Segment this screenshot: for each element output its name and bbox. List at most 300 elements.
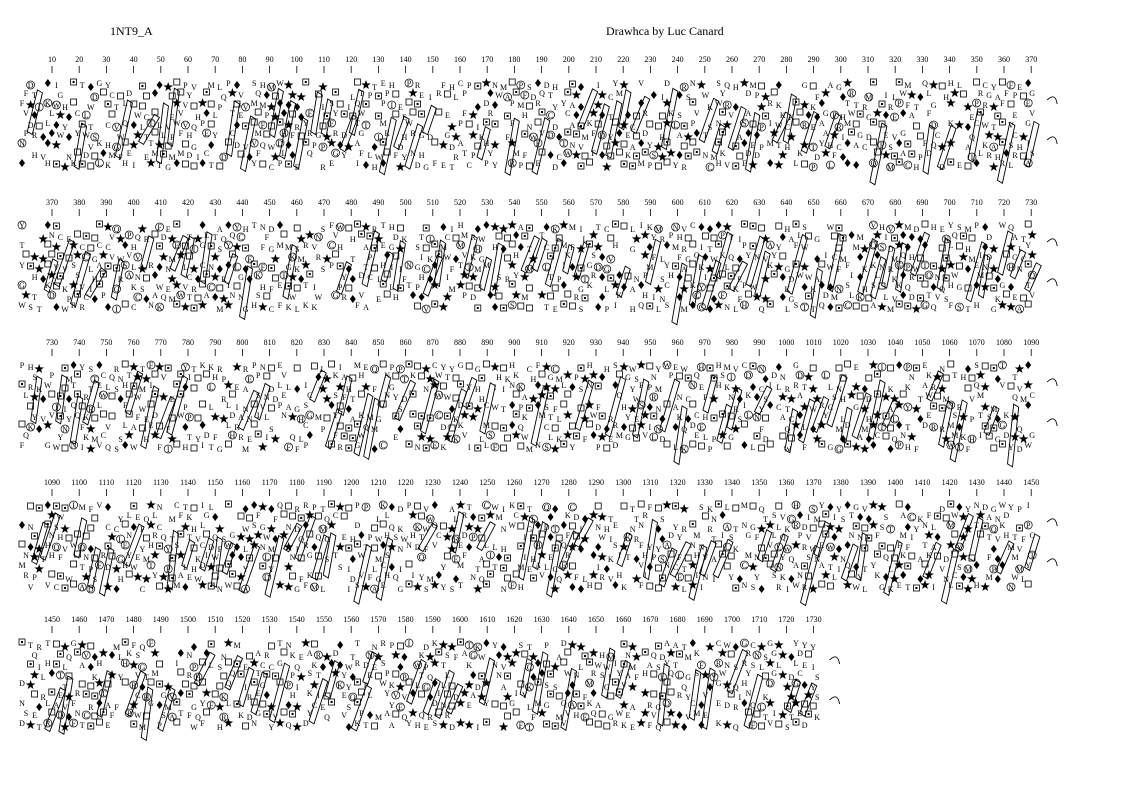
residue-letter: D: [268, 385, 275, 394]
residue-letter: G: [306, 551, 313, 560]
tick-label: 1320: [669, 478, 686, 487]
residue-letter: I: [256, 411, 260, 420]
residue-letter: T: [358, 89, 364, 98]
residue-letter: H: [492, 243, 498, 252]
residue-letter: Y: [62, 123, 68, 132]
tick-label: 540: [508, 198, 521, 207]
residue-letter: K: [96, 139, 103, 148]
residue-letter: N: [758, 365, 765, 374]
residue-letter: V: [762, 255, 769, 264]
residue-letter: T: [406, 281, 412, 290]
square-symbol: [191, 385, 197, 391]
residue-letter: D: [220, 153, 227, 162]
residue-letter: C: [100, 431, 107, 440]
residue-letter: D: [234, 141, 240, 150]
star-symbol: [60, 642, 70, 651]
dotted-square-dot: [77, 651, 79, 653]
residue-letter: W: [435, 371, 443, 380]
residue-letter: N: [650, 373, 657, 382]
residue-letter: A: [449, 505, 455, 514]
residue-letter: P: [518, 403, 524, 412]
residue-letter: H: [143, 693, 150, 702]
residue-letter: N: [943, 575, 950, 584]
residue-letter: Q: [891, 435, 898, 444]
residue-letter: P: [595, 443, 601, 452]
residue-letter: E: [810, 123, 816, 132]
square-symbol: [819, 581, 825, 587]
residue-letter: C: [100, 371, 107, 380]
residue-letter: F: [71, 719, 76, 728]
residue-letter: T: [974, 521, 980, 530]
diamond-symbol: [900, 231, 906, 239]
tick-label: 830: [318, 338, 330, 347]
residue-letter: R: [599, 573, 605, 582]
residue-letter: C: [758, 385, 765, 394]
residue-letter: H: [1008, 263, 1014, 272]
residue-letter: Y: [745, 669, 752, 678]
residue-letter: M: [65, 375, 73, 384]
residue-letter: C: [844, 301, 851, 310]
residue-letter: G: [444, 131, 451, 140]
residue-letter: I: [833, 513, 836, 522]
diamond-symbol: [286, 101, 292, 109]
residue-letter: I: [201, 441, 204, 450]
residue-letter: K: [414, 523, 421, 532]
dotted-square-dot: [821, 443, 823, 445]
tick-label: 690: [916, 198, 929, 207]
residue-letter: L: [157, 121, 163, 130]
star-symbol: [593, 242, 603, 251]
residue-letter: F: [638, 541, 644, 550]
residue-letter: L: [892, 415, 898, 424]
residue-letter: I: [476, 723, 480, 732]
diamond-symbol: [157, 263, 163, 271]
residue-letter: P: [969, 415, 975, 424]
residue-letter: H: [31, 151, 38, 160]
diamond-symbol: [974, 561, 980, 569]
residue-letter: F: [574, 573, 579, 582]
diamond-symbol: [857, 253, 863, 261]
residue-letter: T: [28, 641, 34, 650]
dotted-square-dot: [709, 367, 711, 369]
residue-letter: F: [355, 301, 360, 310]
dotted-square-dot: [270, 267, 272, 269]
residue-letter: D: [363, 661, 369, 670]
tick-label: 490: [372, 198, 385, 207]
residue-letter: Y: [625, 413, 631, 422]
star-symbol: [26, 720, 36, 729]
residue-letter: Y: [612, 79, 619, 88]
residue-letter: G: [990, 505, 997, 514]
residue-letter: F: [634, 673, 639, 682]
dotted-square-dot: [21, 641, 23, 643]
residue-letter: G: [543, 701, 550, 710]
residue-letter: S: [488, 431, 493, 440]
residue-letter: T: [419, 233, 425, 242]
residue-letter: L: [797, 231, 803, 240]
residue-letter: K: [126, 649, 133, 658]
residue-letter: G: [216, 445, 223, 454]
residue-letter: N: [315, 233, 322, 242]
residue-letter: G: [625, 433, 631, 442]
star-symbol: [439, 720, 449, 729]
residue-letter: N: [573, 671, 580, 680]
residue-letter: P: [183, 403, 188, 412]
residue-letter: P: [187, 413, 192, 422]
diamond-symbol: [750, 383, 756, 391]
residue-letter: V: [83, 651, 90, 660]
residue-letter: P: [165, 565, 171, 574]
residue-letter: T: [444, 373, 450, 382]
residue-letter: A: [242, 585, 249, 594]
diamond-symbol: [105, 503, 111, 511]
square-symbol: [281, 709, 287, 715]
star-symbol: [877, 502, 887, 511]
residue-letter: A: [664, 541, 670, 550]
residue-letter: S: [423, 585, 429, 594]
residue-letter: E: [243, 663, 249, 672]
residue-letter: V: [109, 253, 115, 262]
residue-letter: Y: [607, 133, 614, 142]
residue-letter: P: [169, 133, 175, 142]
dotted-square-dot: [571, 83, 573, 85]
residue-letter: Q: [758, 505, 765, 514]
residue-letter: P: [264, 111, 270, 120]
star-symbol: [628, 682, 638, 691]
tick-label: 1070: [968, 338, 985, 347]
square-symbol: [655, 585, 661, 591]
square-symbol: [965, 163, 971, 169]
residue-letter: Q: [371, 365, 378, 374]
dotted-square-dot: [266, 713, 268, 715]
tick-label: 1480: [125, 615, 142, 624]
square-symbol: [685, 235, 691, 241]
residue-letter: L: [453, 93, 459, 102]
tick-label: 340: [943, 55, 956, 64]
residue-letter: C: [367, 273, 373, 282]
tick-label: 1000: [778, 338, 795, 347]
diamond-symbol: [200, 159, 206, 167]
residue-letter: K: [926, 371, 932, 380]
dotted-square-dot: [520, 545, 522, 547]
tick-label: 80: [238, 55, 247, 64]
residue-letter: C: [788, 415, 795, 424]
residue-letter: S: [140, 285, 145, 294]
residue-letter: F: [699, 661, 704, 670]
residue-letter: N: [900, 431, 907, 440]
star-symbol: [439, 640, 449, 649]
residue-letter: K: [380, 501, 387, 510]
square-symbol: [217, 163, 223, 169]
residue-letter: K: [466, 661, 473, 670]
square-symbol: [49, 571, 55, 577]
star-symbol: [1006, 302, 1016, 311]
dotted-square-dot: [489, 573, 491, 575]
residue-letter: R: [590, 669, 597, 678]
residue-letter: M: [534, 699, 542, 708]
diamond-symbol: [599, 373, 605, 381]
residue-letter: S: [737, 415, 743, 424]
residue-letter: C: [831, 253, 838, 262]
residue-letter: T: [354, 119, 360, 128]
residue-letter: I: [227, 281, 230, 290]
residue-letter: L: [677, 671, 683, 680]
residue-letter: Y: [440, 363, 447, 372]
residue-letter: W: [852, 583, 860, 592]
residue-letter: T: [608, 515, 614, 524]
residue-letter: F: [832, 111, 837, 120]
star-symbol: [619, 80, 629, 89]
residue-letter: R: [453, 535, 459, 544]
residue-letter: Y: [225, 241, 232, 250]
residue-letter: K: [354, 719, 361, 728]
cluster-contour: [574, 518, 593, 547]
residue-letter: S: [656, 663, 661, 672]
residue-letter: I: [356, 159, 359, 168]
dotted-square-dot: [718, 503, 720, 505]
residue-letter: N: [285, 523, 292, 532]
residue-letter: R: [909, 273, 915, 282]
residue-letter: L: [776, 543, 782, 552]
star-symbol: [550, 384, 560, 393]
diamond-symbol: [105, 303, 111, 311]
residue-letter: G: [956, 283, 963, 292]
residue-letter: L: [733, 305, 739, 314]
star-symbol: [232, 242, 242, 251]
residue-letter: S: [634, 375, 639, 384]
tick-label: 140: [399, 55, 412, 64]
residue-letter: I: [244, 683, 247, 692]
residue-letter: W: [809, 405, 817, 414]
residue-letter: H: [96, 659, 103, 668]
residue-letter: D: [83, 151, 90, 160]
residue-letter: H: [191, 565, 197, 574]
residue-letter: E: [277, 361, 283, 370]
residue-letter: M: [314, 413, 322, 422]
residue-letter: G: [578, 285, 584, 294]
residue-letter: T: [539, 231, 545, 240]
residue-letter: E: [634, 415, 640, 424]
residue-letter: P: [320, 425, 326, 434]
residue-letter: E: [896, 581, 902, 590]
residue-letter: H: [702, 413, 709, 422]
residue-letter: E: [66, 235, 72, 244]
residue-letter: D: [797, 649, 803, 658]
residue-letter: E: [397, 103, 403, 112]
diamond-symbol: [1025, 361, 1031, 369]
residue-letter: E: [432, 441, 438, 450]
residue-letter: Q: [922, 79, 928, 88]
dotted-square-dot: [511, 283, 513, 285]
square-symbol: [406, 561, 412, 567]
residue-letter: I: [188, 373, 191, 382]
star-symbol: [563, 370, 573, 379]
residue-letter: M: [242, 445, 250, 454]
residue-letter: K: [105, 161, 111, 170]
residue-letter: V: [732, 365, 739, 374]
residue-letter: P: [879, 141, 885, 150]
residue-letter: F: [638, 581, 644, 590]
diamond-symbol: [857, 513, 863, 521]
residue-letter: F: [1008, 81, 1014, 90]
diamond-symbol: [698, 223, 704, 231]
residue-letter: V: [259, 403, 266, 412]
residue-letter: Y: [655, 545, 662, 554]
residue-letter: G: [741, 639, 748, 648]
residue-letter: K: [457, 421, 464, 430]
diamond-symbol: [397, 663, 403, 671]
square-symbol: [685, 555, 691, 561]
star-symbol: [163, 682, 173, 691]
dotted-square-dot: [481, 377, 483, 379]
residue-letter: C: [380, 561, 386, 570]
star-symbol: [21, 290, 31, 299]
tick-label: 410: [154, 198, 167, 207]
tick-label: 880: [454, 338, 466, 347]
square-symbol: [888, 545, 894, 551]
residue-letter: A: [822, 129, 829, 138]
star-symbol: [245, 534, 255, 543]
residue-letter: G: [930, 101, 937, 110]
tick-label: 1600: [452, 615, 468, 624]
residue-letter: N: [62, 425, 68, 434]
dotted-square-dot: [352, 437, 354, 439]
square-symbol: [595, 503, 601, 509]
diamond-symbol: [677, 151, 683, 159]
dotted-square-dot: [752, 225, 754, 227]
residue-letter: K: [474, 643, 481, 652]
square-symbol: [647, 121, 653, 127]
diamond-symbol: [647, 403, 653, 411]
residue-letter: K: [724, 383, 731, 392]
residue-letter: K: [220, 693, 227, 702]
star-symbol: [181, 302, 191, 311]
residue-letter: R: [294, 123, 300, 132]
residue-letter: I: [390, 263, 394, 272]
square-symbol: [19, 541, 25, 547]
residue-letter: N: [19, 699, 25, 708]
tick-label: 1420: [941, 478, 958, 487]
residue-letter: I: [614, 301, 617, 310]
residue-letter: T: [475, 565, 481, 574]
star-symbol: [869, 500, 879, 509]
tick-label: 900: [508, 338, 521, 347]
residue-letter: C: [332, 511, 339, 520]
residue-letter: G: [19, 281, 25, 290]
residue-letter: F: [793, 241, 799, 250]
residue-letter: Q: [951, 231, 958, 240]
residue-letter: S: [393, 533, 399, 542]
residue-letter: H: [380, 261, 387, 270]
diamond-symbol: [561, 281, 567, 289]
tick-label: 70: [211, 55, 220, 64]
residue-letter: Q: [53, 543, 60, 552]
residue-letter: T: [827, 563, 833, 572]
diamond-symbol: [569, 383, 575, 391]
residue-letter: V: [182, 121, 189, 130]
residue-letter: F: [754, 533, 760, 542]
residue-letter: N: [754, 253, 760, 262]
residue-letter: S: [92, 575, 98, 584]
residue-letter: Q: [70, 401, 77, 410]
residue-letter: S: [294, 245, 300, 254]
residue-letter: M: [861, 425, 869, 434]
residue-letter: F: [329, 221, 334, 230]
residue-letter: L: [840, 415, 846, 424]
residue-letter: S: [217, 663, 223, 672]
residue-letter: V: [779, 513, 786, 522]
star-symbol: [232, 362, 242, 371]
tick-label: 760: [127, 338, 140, 347]
residue-letter: V: [431, 541, 438, 550]
tick-label: 820: [290, 338, 303, 347]
residue-letter: H: [586, 581, 593, 590]
residue-letter: C: [229, 129, 236, 138]
residue-letter: M: [947, 421, 955, 430]
square-symbol: [217, 565, 223, 571]
tick-label: 510: [426, 198, 439, 207]
residue-letter: L: [724, 503, 730, 512]
dotted-square-dot: [171, 557, 173, 559]
diamond-symbol: [49, 669, 55, 677]
residue-letter: Q: [681, 683, 688, 692]
tick-label: 580: [617, 198, 630, 207]
residue-letter: R: [303, 541, 309, 550]
residue-letter: M: [899, 531, 907, 540]
residue-letter: S: [699, 503, 704, 512]
residue-letter: H: [358, 371, 365, 380]
star-symbol: [292, 702, 302, 711]
residue-letter: H: [337, 243, 344, 252]
star-symbol: [52, 242, 62, 251]
residue-letter: Q: [818, 301, 825, 310]
residue-letter: D: [982, 503, 989, 512]
square-symbol: [501, 445, 507, 451]
star-symbol: [361, 80, 371, 89]
residue-letter: Q: [844, 561, 851, 570]
structure-id: 1NT9_A: [110, 24, 153, 38]
star-symbol: [830, 552, 840, 561]
residue-letter: G: [715, 679, 722, 688]
residue-letter: R: [152, 531, 158, 540]
residue-letter: L: [376, 515, 382, 524]
residue-letter: N: [638, 521, 645, 530]
residue-letter: T: [208, 161, 214, 170]
residue-letter: I: [377, 275, 380, 284]
star-symbol: [597, 512, 607, 521]
residue-letter: G: [255, 709, 262, 718]
diamond-symbol: [509, 401, 515, 409]
tick-label: 1550: [316, 615, 332, 624]
residue-letter: S: [845, 281, 850, 290]
square-symbol: [492, 423, 498, 429]
dotted-square-dot: [339, 265, 341, 267]
diamond-symbol: [238, 553, 244, 561]
cluster-contour: [311, 92, 323, 135]
residue-letter: T: [952, 371, 958, 380]
residue-letter: I: [338, 363, 342, 372]
residue-letter: E: [341, 533, 347, 542]
dotted-square-dot: [30, 663, 32, 665]
residue-letter: N: [698, 543, 705, 552]
residue-letter: L: [350, 93, 356, 102]
residue-letter: C: [866, 113, 872, 122]
star-symbol: [52, 140, 62, 149]
square-symbol: [247, 653, 253, 659]
tick-label: 300: [834, 55, 847, 64]
residue-letter: G: [750, 523, 756, 532]
residue-letter: V: [891, 133, 898, 142]
